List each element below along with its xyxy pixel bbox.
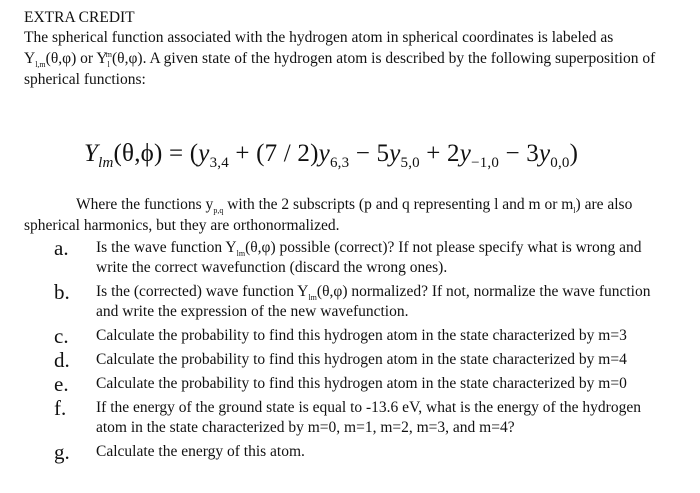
question-e: e. Calculate the probability to find this hydrogen atom in the state characterized by m=0 bbox=[54, 372, 627, 396]
question-f: f. If the energy of the ground state is equal to -13.6 eV, what is the energy of the hydrogen atom in the state characterized by m=0, m=1, m=2, m=3, and m=4? bbox=[54, 396, 641, 436]
intro-text-2: . A given state of the hydrogen atom is described by the following superposition of spherical functions: bbox=[24, 50, 656, 88]
question-d: d. Calculate the probability to find this hydrogen atom in the state characterized by m=4 bbox=[54, 348, 627, 372]
question-letter: c. bbox=[54, 324, 69, 348]
question-c: c. Calculate the probability to find this hydrogen atom in the state characterized by m=3 bbox=[54, 324, 627, 348]
where-paragraph: Where the functions $y_{p,q}$ with the 2 subscripts (p and q representing l and m or $m_l$) are also spherical harmonics, but they are orthonormalized. bbox=[24, 196, 633, 234]
symbol-Y-l-m: $Y_l^m(\theta,\varphi)$ bbox=[96, 49, 143, 70]
intro-text-1: The spherical function associated with the hydrogen atom in spherical coordinates is labeled as bbox=[24, 29, 614, 46]
question-letter: b. bbox=[54, 280, 70, 304]
question-g: g. Calculate the energy of this atom. bbox=[54, 440, 305, 464]
intro-paragraph bbox=[24, 27, 684, 90]
question-letter: f. bbox=[54, 396, 67, 420]
question-letter: g. bbox=[54, 440, 70, 464]
symbol-Y-lm: $Y_{l,m}(\theta,\varphi)$ or bbox=[24, 50, 97, 70]
document-page bbox=[24, 8, 684, 466]
superposition-equation: $Y_{lm}(\theta,\phi) = (y_{3,4} + (7 / 2)y_{6,3} - 5y_{5,0} + 2y_{-1,0} - 3y_{0,0})$ bbox=[84, 140, 579, 171]
question-letter: d. bbox=[54, 348, 70, 372]
document-heading: EXTRA CREDIT bbox=[24, 9, 135, 26]
question-a: a. Is the wave function $Y_{lm}(\theta,\varphi)$ possible (correct)? If not please specify what is wrong and write the correct wavefunction (discard the wrong ones). bbox=[54, 236, 642, 276]
question-letter: e. bbox=[54, 372, 69, 396]
question-list bbox=[24, 238, 684, 462]
question-b: b. Is the (corrected) wave function $Y_{lm}(\theta,\varphi)$ normalized? If not, normalize the wave function and write the expression of the new wavefunction. bbox=[54, 280, 651, 320]
question-letter: a. bbox=[54, 236, 69, 260]
